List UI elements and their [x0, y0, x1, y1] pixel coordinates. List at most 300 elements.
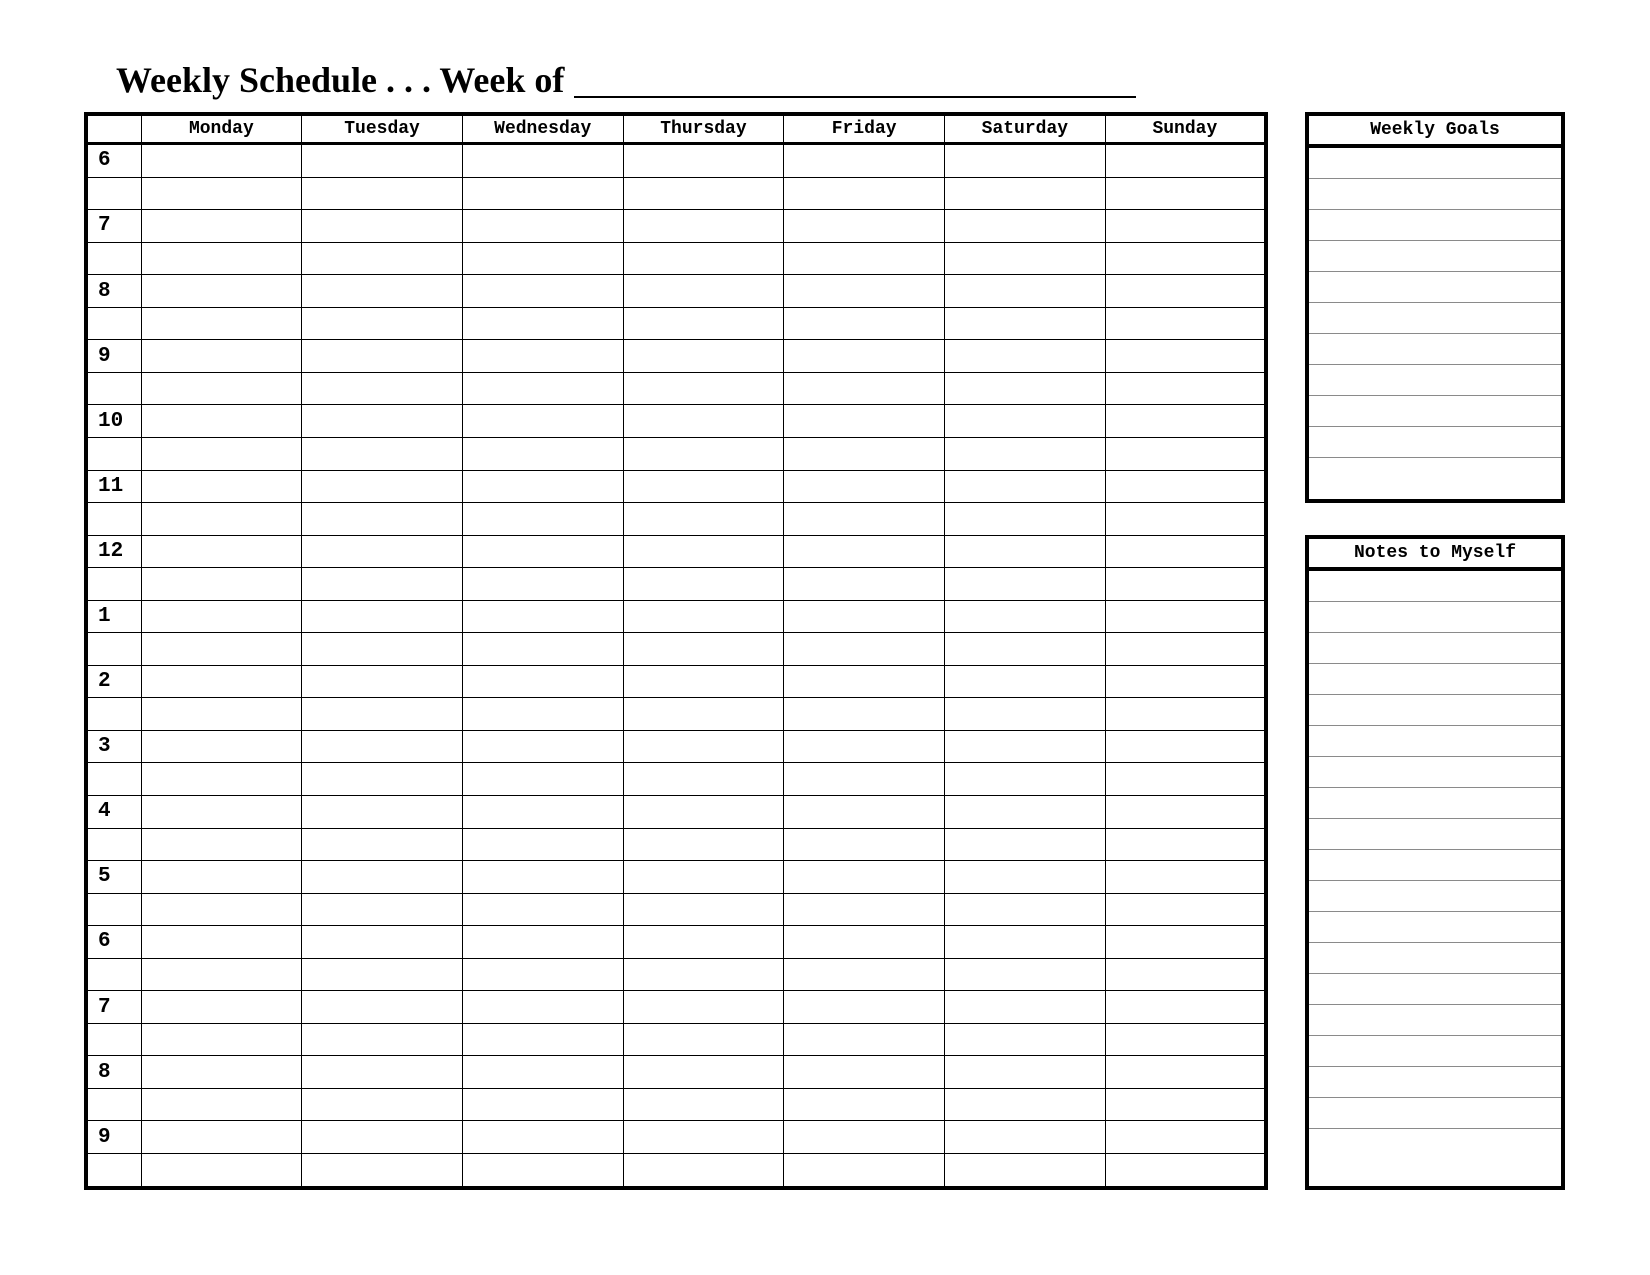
time-slot-row: [86, 144, 1266, 178]
ruled-line[interactable]: [1309, 365, 1561, 396]
schedule-cell-thursday[interactable]: [623, 470, 784, 503]
schedule-cell-thursday[interactable]: [623, 730, 784, 763]
schedule-cell-saturday[interactable]: [945, 861, 1106, 894]
schedule-cell-saturday[interactable]: [945, 144, 1106, 178]
schedule-cell-monday[interactable]: [141, 1088, 302, 1121]
schedule-cell-thursday[interactable]: [623, 503, 784, 536]
schedule-cell-thursday[interactable]: [623, 307, 784, 340]
schedule-cell-wednesday[interactable]: [462, 926, 623, 959]
schedule-cell-sunday[interactable]: [1105, 893, 1266, 926]
schedule-cell-thursday[interactable]: [623, 405, 784, 438]
schedule-cell-wednesday[interactable]: [462, 633, 623, 666]
schedule-cell-monday[interactable]: [141, 470, 302, 503]
schedule-cell-sunday[interactable]: [1105, 242, 1266, 275]
ruled-line[interactable]: [1309, 850, 1561, 881]
schedule-cell-friday[interactable]: [784, 372, 945, 405]
schedule-cell-monday[interactable]: [141, 861, 302, 894]
day-header-tuesday: Tuesday: [302, 114, 463, 144]
time-slot-row: [86, 405, 1266, 438]
schedule-cell-sunday[interactable]: [1105, 828, 1266, 861]
schedule-cell-saturday[interactable]: [945, 763, 1106, 796]
schedule-cell-tuesday[interactable]: [302, 568, 463, 601]
schedule-cell-tuesday[interactable]: [302, 730, 463, 763]
schedule-cell-friday[interactable]: [784, 437, 945, 470]
schedule-cell-friday[interactable]: [784, 1121, 945, 1154]
ruled-line[interactable]: [1309, 602, 1561, 633]
time-slot-row: [86, 1023, 1266, 1056]
schedule-cell-monday[interactable]: [141, 1023, 302, 1056]
schedule-cell-tuesday[interactable]: [302, 698, 463, 731]
schedule-cell-thursday[interactable]: [623, 893, 784, 926]
schedule-cell-thursday[interactable]: [623, 795, 784, 828]
ruled-line[interactable]: [1309, 1098, 1561, 1129]
half-hour-label-cell: [86, 177, 141, 210]
schedule-cell-monday[interactable]: [141, 828, 302, 861]
schedule-cell-sunday[interactable]: [1105, 861, 1266, 894]
schedule-cell-friday[interactable]: [784, 828, 945, 861]
schedule-cell-tuesday[interactable]: [302, 340, 463, 373]
schedule-cell-monday[interactable]: [141, 242, 302, 275]
schedule-cell-saturday[interactable]: [945, 1056, 1106, 1089]
schedule-cell-tuesday[interactable]: [302, 535, 463, 568]
time-slot-row: [86, 698, 1266, 731]
schedule-cell-sunday[interactable]: [1105, 340, 1266, 373]
schedule-cell-wednesday[interactable]: [462, 795, 623, 828]
schedule-cell-wednesday[interactable]: [462, 437, 623, 470]
time-slot-row: [86, 991, 1266, 1024]
schedule-cell-monday[interactable]: [141, 795, 302, 828]
time-slot-row: [86, 828, 1266, 861]
ruled-line[interactable]: [1309, 1005, 1561, 1036]
schedule-cell-thursday[interactable]: [623, 828, 784, 861]
schedule-cell-wednesday[interactable]: [462, 144, 623, 178]
schedule-cell-monday[interactable]: [141, 372, 302, 405]
schedule-cell-monday[interactable]: [141, 405, 302, 438]
ruled-line[interactable]: [1309, 334, 1561, 365]
half-hour-label-cell: [86, 242, 141, 275]
schedule-cell-tuesday[interactable]: [302, 893, 463, 926]
schedule-cell-thursday[interactable]: [623, 275, 784, 308]
schedule-cell-thursday[interactable]: [623, 1154, 784, 1189]
schedule-cell-thursday[interactable]: [623, 1023, 784, 1056]
schedule-cell-wednesday[interactable]: [462, 372, 623, 405]
schedule-cell-saturday[interactable]: [945, 893, 1106, 926]
schedule-cell-saturday[interactable]: [945, 242, 1106, 275]
schedule-cell-monday[interactable]: [141, 665, 302, 698]
schedule-cell-monday[interactable]: [141, 568, 302, 601]
page-title: [116, 58, 1136, 102]
schedule-cell-saturday[interactable]: [945, 665, 1106, 698]
half-hour-label-cell: [86, 1088, 141, 1121]
schedule-cell-sunday[interactable]: [1105, 437, 1266, 470]
schedule-cell-saturday[interactable]: [945, 177, 1106, 210]
schedule-cell-sunday[interactable]: [1105, 991, 1266, 1024]
schedule-cell-friday[interactable]: [784, 633, 945, 666]
schedule-cell-wednesday[interactable]: [462, 991, 623, 1024]
ruled-line[interactable]: [1309, 1129, 1561, 1160]
schedule-cell-monday[interactable]: [141, 958, 302, 991]
schedule-cell-wednesday[interactable]: [462, 600, 623, 633]
notes-heading: Notes to Myself: [1309, 539, 1561, 571]
schedule-cell-thursday[interactable]: [623, 535, 784, 568]
schedule-cell-wednesday[interactable]: [462, 763, 623, 796]
schedule-cell-thursday[interactable]: [623, 568, 784, 601]
schedule-cell-tuesday[interactable]: [302, 470, 463, 503]
schedule-cell-monday[interactable]: [141, 1056, 302, 1089]
schedule-cell-wednesday[interactable]: [462, 828, 623, 861]
schedule-cell-wednesday[interactable]: [462, 535, 623, 568]
schedule-cell-tuesday[interactable]: [302, 600, 463, 633]
hour-label: 7: [86, 991, 141, 1024]
schedule-cell-tuesday[interactable]: [302, 633, 463, 666]
schedule-cell-tuesday[interactable]: [302, 1056, 463, 1089]
schedule-cell-wednesday[interactable]: [462, 665, 623, 698]
schedule-cell-wednesday[interactable]: [462, 210, 623, 243]
schedule-cell-friday[interactable]: [784, 730, 945, 763]
schedule-cell-thursday[interactable]: [623, 372, 784, 405]
schedule-cell-thursday[interactable]: [623, 665, 784, 698]
schedule-cell-saturday[interactable]: [945, 1121, 1106, 1154]
schedule-cell-tuesday[interactable]: [302, 275, 463, 308]
schedule-cell-monday[interactable]: [141, 307, 302, 340]
ruled-line[interactable]: [1309, 148, 1561, 179]
schedule-cell-monday[interactable]: [141, 698, 302, 731]
schedule-cell-thursday[interactable]: [623, 1056, 784, 1089]
schedule-cell-thursday[interactable]: [623, 861, 784, 894]
schedule-cell-friday[interactable]: [784, 1088, 945, 1121]
ruled-line[interactable]: [1309, 974, 1561, 1005]
schedule-cell-monday[interactable]: [141, 926, 302, 959]
schedule-cell-tuesday[interactable]: [302, 1154, 463, 1189]
ruled-line[interactable]: [1309, 1067, 1561, 1098]
schedule-cell-sunday[interactable]: [1105, 210, 1266, 243]
schedule-cell-monday[interactable]: [141, 535, 302, 568]
schedule-cell-friday[interactable]: [784, 1023, 945, 1056]
ruled-line[interactable]: [1309, 241, 1561, 272]
schedule-cell-wednesday[interactable]: [462, 242, 623, 275]
schedule-cell-monday[interactable]: [141, 991, 302, 1024]
schedule-cell-sunday[interactable]: [1105, 503, 1266, 536]
schedule-cell-monday[interactable]: [141, 893, 302, 926]
schedule-cell-monday[interactable]: [141, 177, 302, 210]
schedule-cell-wednesday[interactable]: [462, 958, 623, 991]
schedule-cell-sunday[interactable]: [1105, 405, 1266, 438]
schedule-cell-sunday[interactable]: [1105, 177, 1266, 210]
schedule-cell-friday[interactable]: [784, 144, 945, 178]
time-slot-row: [86, 1056, 1266, 1089]
schedule-cell-thursday[interactable]: [623, 958, 784, 991]
schedule-cell-sunday[interactable]: [1105, 698, 1266, 731]
schedule-cell-saturday[interactable]: [945, 470, 1106, 503]
half-hour-label-cell: [86, 763, 141, 796]
ruled-line[interactable]: [1309, 912, 1561, 943]
ruled-line[interactable]: [1309, 788, 1561, 819]
ruled-line[interactable]: [1309, 819, 1561, 850]
schedule-cell-friday[interactable]: [784, 991, 945, 1024]
half-hour-label-cell: [86, 1023, 141, 1056]
schedule-cell-friday[interactable]: [784, 405, 945, 438]
schedule-cell-tuesday[interactable]: [302, 405, 463, 438]
schedule-cell-friday[interactable]: [784, 795, 945, 828]
time-slot-row: [86, 437, 1266, 470]
schedule-cell-monday[interactable]: [141, 1154, 302, 1189]
time-slot-row: [86, 600, 1266, 633]
schedule-cell-sunday[interactable]: [1105, 958, 1266, 991]
schedule-cell-sunday[interactable]: [1105, 730, 1266, 763]
weekly-goals-heading: Weekly Goals: [1309, 116, 1561, 148]
schedule-cell-wednesday[interactable]: [462, 861, 623, 894]
schedule-cell-saturday[interactable]: [945, 991, 1106, 1024]
schedule-cell-thursday[interactable]: [623, 763, 784, 796]
schedule-cell-thursday[interactable]: [623, 991, 784, 1024]
schedule-cell-monday[interactable]: [141, 730, 302, 763]
schedule-cell-tuesday[interactable]: [302, 1121, 463, 1154]
schedule-cell-saturday[interactable]: [945, 340, 1106, 373]
schedule-cell-wednesday[interactable]: [462, 1121, 623, 1154]
schedule-cell-saturday[interactable]: [945, 1154, 1106, 1189]
weekly-schedule-grid: [84, 112, 1268, 1190]
ruled-line[interactable]: [1309, 1036, 1561, 1067]
schedule-cell-friday[interactable]: [784, 600, 945, 633]
hour-label: 12: [86, 535, 141, 568]
schedule-cell-thursday[interactable]: [623, 340, 784, 373]
schedule-cell-friday[interactable]: [784, 893, 945, 926]
schedule-cell-sunday[interactable]: [1105, 1121, 1266, 1154]
schedule-cell-tuesday[interactable]: [302, 665, 463, 698]
schedule-cell-sunday[interactable]: [1105, 1023, 1266, 1056]
schedule-cell-thursday[interactable]: [623, 144, 784, 178]
day-header-friday: Friday: [784, 114, 945, 144]
schedule-cell-tuesday[interactable]: [302, 210, 463, 243]
schedule-cell-sunday[interactable]: [1105, 633, 1266, 666]
schedule-cell-saturday[interactable]: [945, 1088, 1106, 1121]
schedule-cell-saturday[interactable]: [945, 437, 1106, 470]
schedule-cell-wednesday[interactable]: [462, 730, 623, 763]
schedule-cell-thursday[interactable]: [623, 1088, 784, 1121]
schedule-cell-saturday[interactable]: [945, 698, 1106, 731]
schedule-cell-tuesday[interactable]: [302, 437, 463, 470]
schedule-cell-sunday[interactable]: [1105, 763, 1266, 796]
schedule-cell-wednesday[interactable]: [462, 307, 623, 340]
schedule-cell-tuesday[interactable]: [302, 144, 463, 178]
time-slot-row: [86, 861, 1266, 894]
schedule-cell-wednesday[interactable]: [462, 893, 623, 926]
hour-label: 4: [86, 795, 141, 828]
schedule-cell-friday[interactable]: [784, 698, 945, 731]
schedule-cell-friday[interactable]: [784, 1056, 945, 1089]
week-of-blank-line[interactable]: [574, 66, 1136, 98]
schedule-cell-thursday[interactable]: [623, 600, 784, 633]
schedule-cell-friday[interactable]: [784, 210, 945, 243]
schedule-cell-tuesday[interactable]: [302, 991, 463, 1024]
schedule-cell-tuesday[interactable]: [302, 1023, 463, 1056]
schedule-cell-friday[interactable]: [784, 470, 945, 503]
schedule-cell-friday[interactable]: [784, 568, 945, 601]
schedule-cell-tuesday[interactable]: [302, 177, 463, 210]
schedule-cell-monday[interactable]: [141, 340, 302, 373]
schedule-cell-tuesday[interactable]: [302, 307, 463, 340]
schedule-cell-wednesday[interactable]: [462, 470, 623, 503]
schedule-cell-friday[interactable]: [784, 242, 945, 275]
schedule-cell-friday[interactable]: [784, 307, 945, 340]
schedule-cell-wednesday[interactable]: [462, 1088, 623, 1121]
half-hour-label-cell: [86, 893, 141, 926]
schedule-cell-wednesday[interactable]: [462, 177, 623, 210]
time-slot-row: [86, 795, 1266, 828]
schedule-cell-friday[interactable]: [784, 926, 945, 959]
schedule-cell-thursday[interactable]: [623, 242, 784, 275]
schedule-cell-saturday[interactable]: [945, 730, 1106, 763]
schedule-cell-thursday[interactable]: [623, 1121, 784, 1154]
schedule-cell-tuesday[interactable]: [302, 372, 463, 405]
half-hour-label-cell: [86, 307, 141, 340]
schedule-cell-saturday[interactable]: [945, 210, 1106, 243]
schedule-cell-saturday[interactable]: [945, 795, 1106, 828]
schedule-cell-sunday[interactable]: [1105, 535, 1266, 568]
schedule-cell-saturday[interactable]: [945, 503, 1106, 536]
schedule-cell-monday[interactable]: [141, 437, 302, 470]
weekly-goals-lines: [1309, 148, 1561, 489]
ruled-line[interactable]: [1309, 427, 1561, 458]
ruled-line[interactable]: [1309, 179, 1561, 210]
schedule-cell-saturday[interactable]: [945, 958, 1106, 991]
schedule-cell-tuesday[interactable]: [302, 828, 463, 861]
schedule-cell-monday[interactable]: [141, 1121, 302, 1154]
hour-label: 3: [86, 730, 141, 763]
schedule-cell-tuesday[interactable]: [302, 763, 463, 796]
ruled-line[interactable]: [1309, 210, 1561, 241]
schedule-cell-sunday[interactable]: [1105, 665, 1266, 698]
schedule-cell-tuesday[interactable]: [302, 795, 463, 828]
schedule-cell-sunday[interactable]: [1105, 307, 1266, 340]
schedule-cell-friday[interactable]: [784, 177, 945, 210]
schedule-cell-monday[interactable]: [141, 275, 302, 308]
time-slot-row: [86, 926, 1266, 959]
hour-label: 6: [86, 144, 141, 178]
schedule-cell-wednesday[interactable]: [462, 275, 623, 308]
ruled-line[interactable]: [1309, 664, 1561, 695]
schedule-cell-saturday[interactable]: [945, 600, 1106, 633]
schedule-cell-friday[interactable]: [784, 665, 945, 698]
schedule-cell-wednesday[interactable]: [462, 340, 623, 373]
ruled-line[interactable]: [1309, 272, 1561, 303]
schedule-cell-saturday[interactable]: [945, 535, 1106, 568]
schedule-cell-thursday[interactable]: [623, 926, 784, 959]
schedule-cell-saturday[interactable]: [945, 307, 1106, 340]
ruled-line[interactable]: [1309, 458, 1561, 489]
schedule-cell-tuesday[interactable]: [302, 503, 463, 536]
schedule-cell-tuesday[interactable]: [302, 1088, 463, 1121]
ruled-line[interactable]: [1309, 881, 1561, 912]
time-slot-row: [86, 730, 1266, 763]
schedule-cell-saturday[interactable]: [945, 633, 1106, 666]
schedule-cell-monday[interactable]: [141, 633, 302, 666]
schedule-cell-sunday[interactable]: [1105, 795, 1266, 828]
time-slot-row: [86, 958, 1266, 991]
time-slot-row: [86, 340, 1266, 373]
schedule-cell-friday[interactable]: [784, 763, 945, 796]
schedule-cell-thursday[interactable]: [623, 633, 784, 666]
schedule-cell-friday[interactable]: [784, 1154, 945, 1189]
schedule-cell-saturday[interactable]: [945, 926, 1106, 959]
schedule-cell-friday[interactable]: [784, 861, 945, 894]
schedule-cell-saturday[interactable]: [945, 372, 1106, 405]
schedule-cell-tuesday[interactable]: [302, 926, 463, 959]
schedule-cell-wednesday[interactable]: [462, 405, 623, 438]
schedule-cell-saturday[interactable]: [945, 275, 1106, 308]
ruled-line[interactable]: [1309, 633, 1561, 664]
time-slot-row: [86, 503, 1266, 536]
schedule-cell-sunday[interactable]: [1105, 470, 1266, 503]
schedule-cell-sunday[interactable]: [1105, 568, 1266, 601]
schedule-cell-saturday[interactable]: [945, 568, 1106, 601]
time-column-header: [86, 114, 141, 144]
schedule-cell-saturday[interactable]: [945, 828, 1106, 861]
ruled-line[interactable]: [1309, 943, 1561, 974]
hour-label: 9: [86, 1121, 141, 1154]
schedule-cell-friday[interactable]: [784, 958, 945, 991]
schedule-cell-friday[interactable]: [784, 535, 945, 568]
schedule-cell-saturday[interactable]: [945, 1023, 1106, 1056]
schedule-cell-tuesday[interactable]: [302, 861, 463, 894]
ruled-line[interactable]: [1309, 303, 1561, 334]
schedule-cell-sunday[interactable]: [1105, 275, 1266, 308]
schedule-cell-sunday[interactable]: [1105, 926, 1266, 959]
hour-label: 5: [86, 861, 141, 894]
ruled-line[interactable]: [1309, 396, 1561, 427]
schedule-cell-friday[interactable]: [784, 340, 945, 373]
schedule-cell-wednesday[interactable]: [462, 503, 623, 536]
notes-lines: [1309, 571, 1561, 1160]
schedule-cell-tuesday[interactable]: [302, 242, 463, 275]
schedule-cell-wednesday[interactable]: [462, 698, 623, 731]
schedule-cell-monday[interactable]: [141, 503, 302, 536]
schedule-cell-sunday[interactable]: [1105, 372, 1266, 405]
schedule-cell-friday[interactable]: [784, 503, 945, 536]
schedule-cell-thursday[interactable]: [623, 698, 784, 731]
schedule-cell-sunday[interactable]: [1105, 144, 1266, 178]
schedule-cell-friday[interactable]: [784, 275, 945, 308]
schedule-cell-sunday[interactable]: [1105, 1088, 1266, 1121]
ruled-line[interactable]: [1309, 757, 1561, 788]
time-slot-row: [86, 633, 1266, 666]
half-hour-label-cell: [86, 1154, 141, 1189]
schedule-cell-sunday[interactable]: [1105, 1154, 1266, 1189]
time-slot-row: [86, 1088, 1266, 1121]
schedule-cell-wednesday[interactable]: [462, 568, 623, 601]
schedule-cell-sunday[interactable]: [1105, 600, 1266, 633]
schedule-cell-monday[interactable]: [141, 600, 302, 633]
time-slot-row: [86, 665, 1266, 698]
schedule-cell-sunday[interactable]: [1105, 1056, 1266, 1089]
schedule-cell-wednesday[interactable]: [462, 1154, 623, 1189]
half-hour-label-cell: [86, 503, 141, 536]
schedule-cell-wednesday[interactable]: [462, 1023, 623, 1056]
day-header-monday: Monday: [141, 114, 302, 144]
schedule-cell-monday[interactable]: [141, 763, 302, 796]
schedule-cell-thursday[interactable]: [623, 210, 784, 243]
ruled-line[interactable]: [1309, 726, 1561, 757]
schedule-cell-saturday[interactable]: [945, 405, 1106, 438]
schedule-cell-thursday[interactable]: [623, 437, 784, 470]
ruled-line[interactable]: [1309, 695, 1561, 726]
schedule-cell-monday[interactable]: [141, 210, 302, 243]
ruled-line[interactable]: [1309, 571, 1561, 602]
schedule-cell-tuesday[interactable]: [302, 958, 463, 991]
schedule-cell-thursday[interactable]: [623, 177, 784, 210]
schedule-cell-wednesday[interactable]: [462, 1056, 623, 1089]
schedule-cell-monday[interactable]: [141, 144, 302, 178]
